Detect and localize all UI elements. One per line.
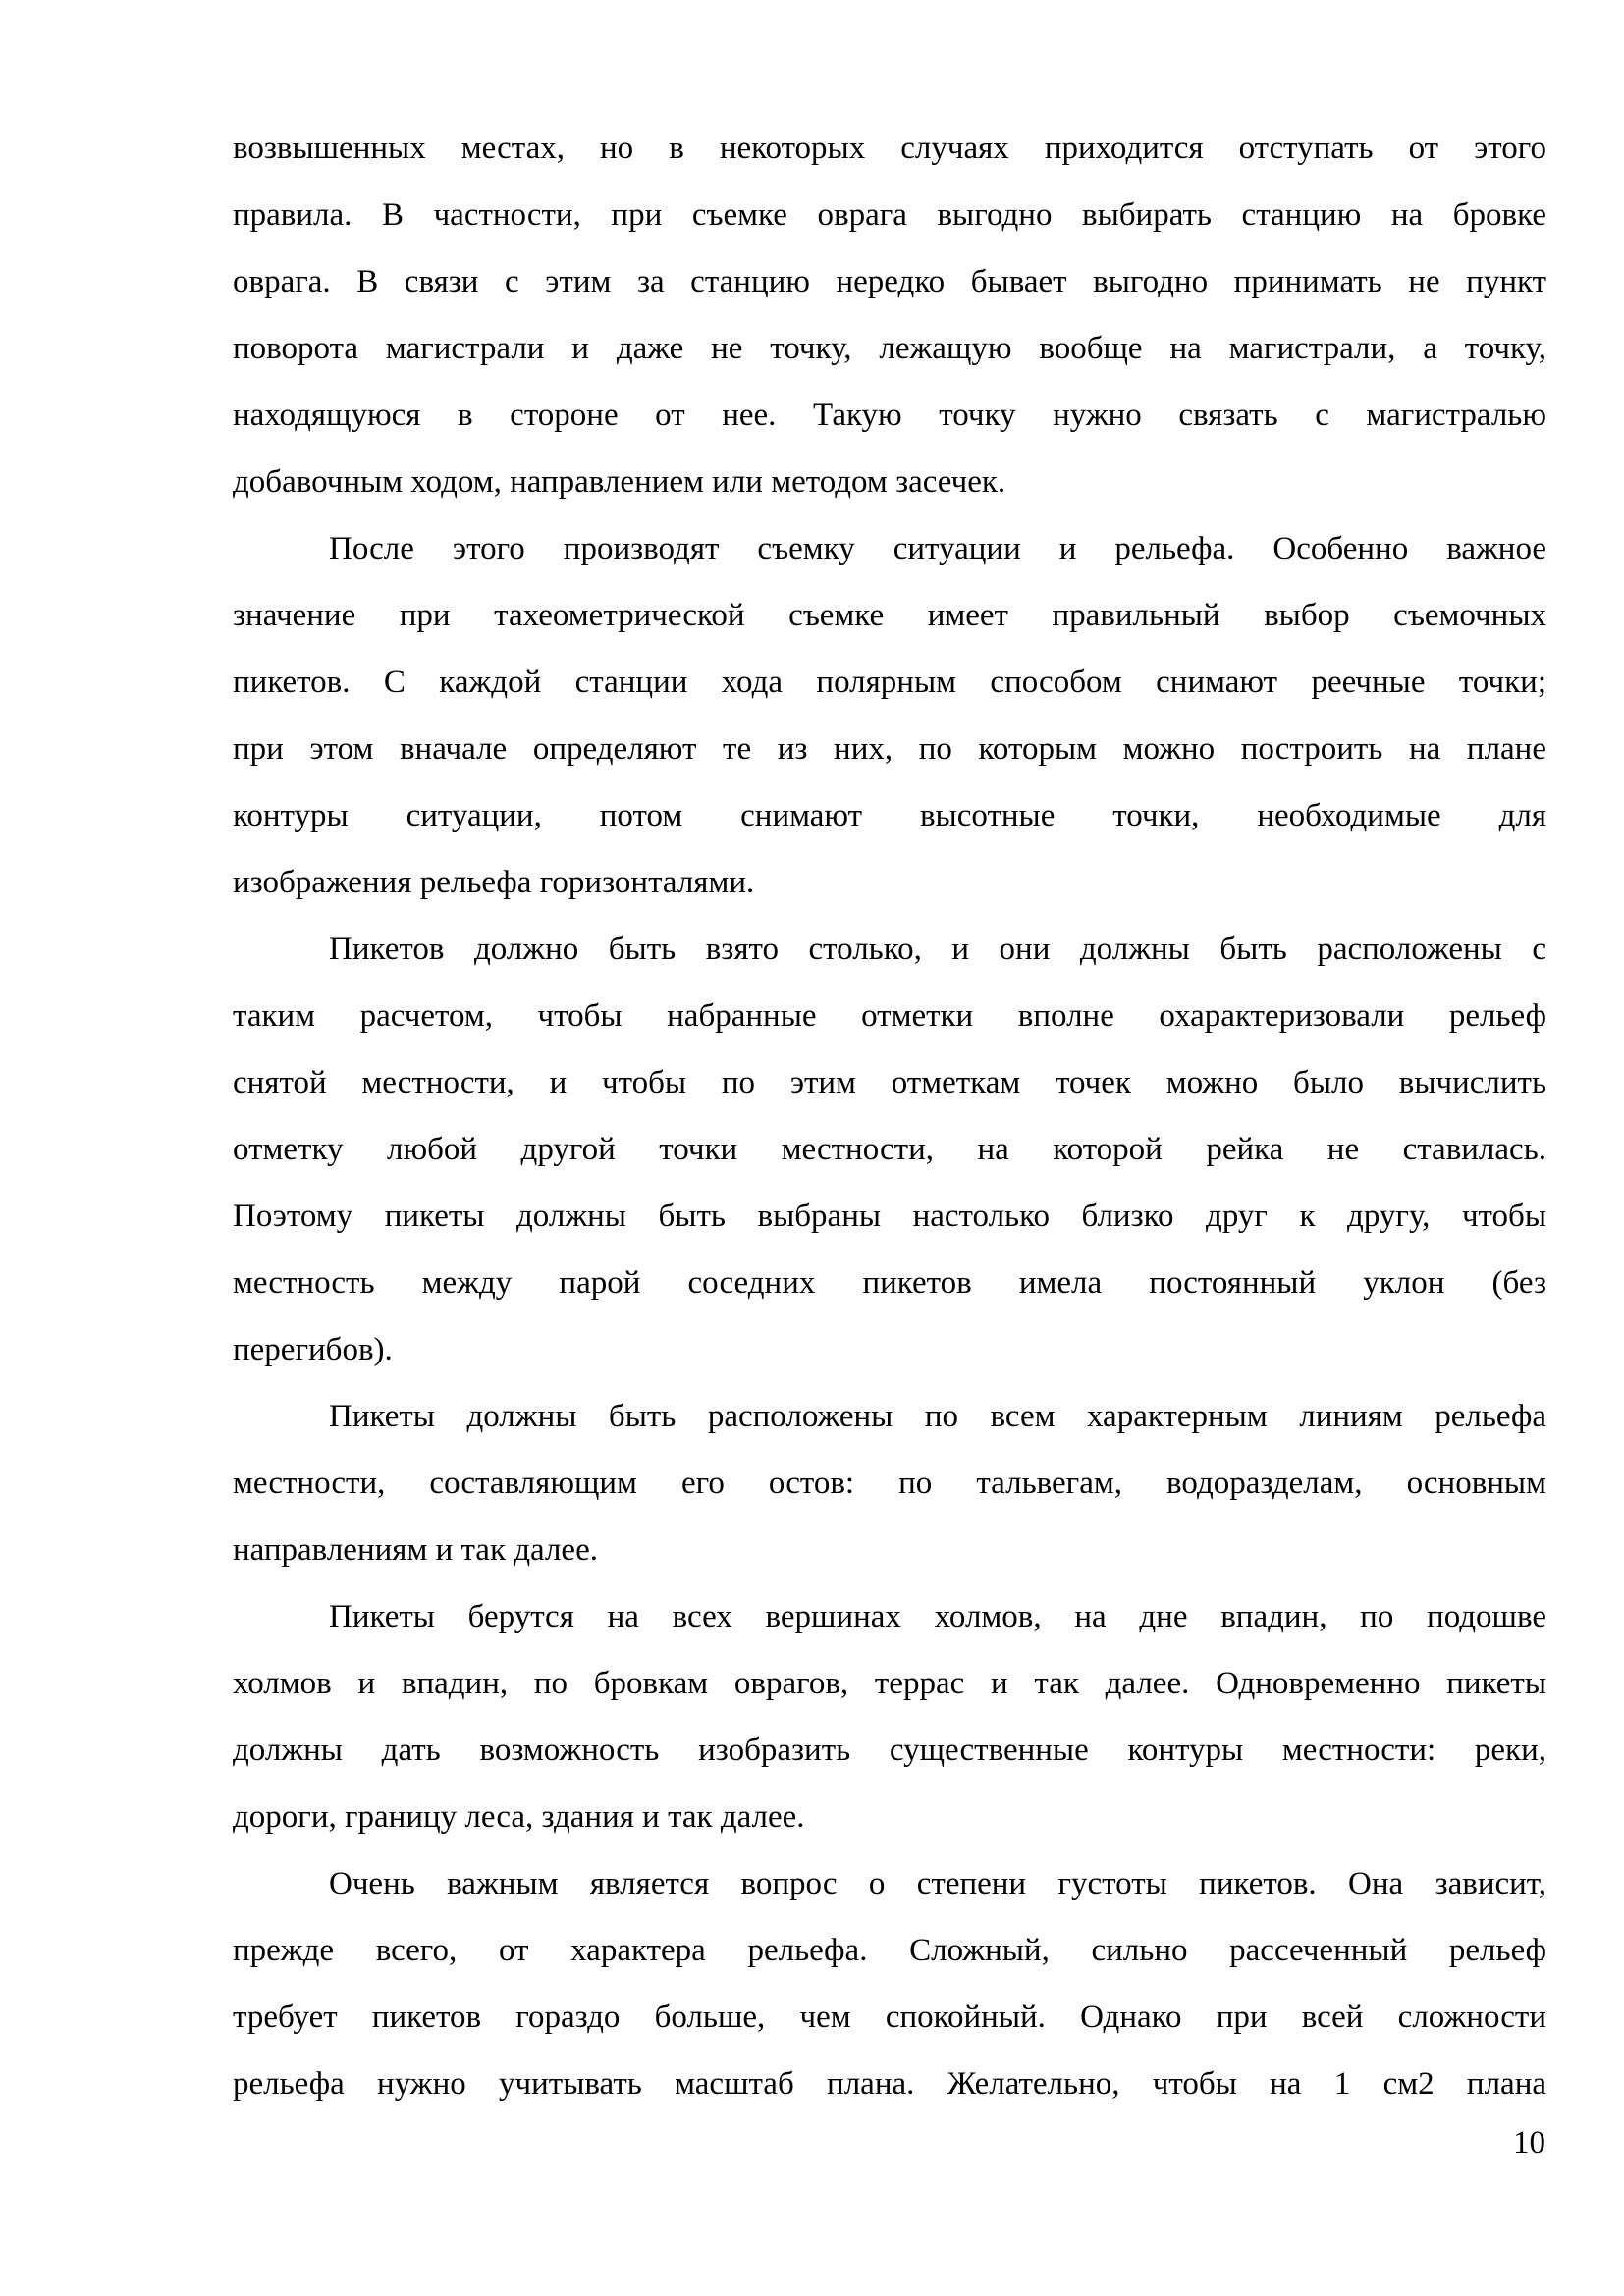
text-line: должны дать возможность изобразить существенные контуры местности: реки, [233,1733,1546,1768]
text-line: прежде всего, от характера рельефа. Сложный, сильно рассеченный рельеф [233,1933,1546,1968]
text-line: таким расчетом, чтобы набранные отметки вполне охарактеризовали рельеф [233,998,1546,1034]
page-number: 10 [1513,2125,1545,2161]
paragraph [233,1583,1546,1850]
text-line: Поэтому пикеты должны быть выбраны настолько близко друг к другу, чтобы [233,1199,1546,1234]
text-line: холмов и впадин, по бровкам оврагов, террас и так далее. Одновременно пикеты [233,1666,1546,1701]
paragraph [233,1383,1546,1583]
paragraph [233,1850,1546,2117]
text-line: значение при тахеометрической съемке имеет правильный выбор съемочных [233,598,1546,633]
paragraph [233,115,1546,515]
text-line: поворота магистрали и даже не точку, лежащую вообще на магистрали, а точку, [233,331,1546,366]
text-line: перегибов). [233,1332,393,1367]
text-line: После этого производят съемку ситуации и рельефа. Особенно важное [329,531,1546,566]
paragraph [233,515,1546,916]
body-text [233,115,1546,2117]
text-line: снятой местности, и чтобы по этим отметкам точек можно было вычислить [233,1065,1546,1100]
text-line: рельефа нужно учитывать масштаб плана. Желательно, чтобы на 1 см2 плана [233,2066,1546,2102]
text-line: Пикеты берутся на всех вершинах холмов, на дне впадин, по подошве [329,1599,1546,1634]
text-line: возвышенных местах, но в некоторых случаях приходится отступать от этого [233,131,1546,166]
text-line: правила. В частности, при съемке оврага выгодно выбирать станцию на бровке [233,197,1546,233]
text-line: требует пикетов гораздо больше, чем спокойный. Однако при всей сложности [233,2000,1546,2035]
text-line: при этом вначале определяют те из них, по которым можно построить на плане [233,731,1546,767]
text-line: дороги, границу леса, здания и так далее. [233,1799,805,1835]
text-line: направлениям и так далее. [233,1532,598,1568]
text-line: местности, составляющим его остов: по тальвегам, водоразделам, основным [233,1466,1546,1501]
text-line: оврага. В связи с этим за станцию нередко бывает выгодно принимать не пункт [233,264,1546,299]
text-line: Пикеты должны быть расположены по всем характерным линиям рельефа [329,1399,1546,1434]
text-line: Пикетов должно быть взято столько, и они должны быть расположены с [329,932,1546,967]
paragraph [233,916,1546,1383]
text-line: изображения рельефа горизонталями. [233,865,755,900]
text-line: пикетов. С каждой станции хода полярным способом снимают реечные точки; [233,665,1546,700]
text-line: добавочным ходом, направлением или методом засечек. [233,464,1006,500]
text-line: контуры ситуации, потом снимают высотные точки, необходимые для [233,798,1546,833]
text-line: местность между парой соседних пикетов имела постоянный уклон (без [233,1265,1546,1301]
text-line: Очень важным является вопрос о степени густоты пикетов. Она зависит, [329,1866,1546,1901]
text-line: находящуюся в стороне от нее. Такую точку нужно связать с магистралью [233,398,1546,433]
text-line: отметку любой другой точки местности, на которой рейка не ставилась. [233,1132,1546,1167]
